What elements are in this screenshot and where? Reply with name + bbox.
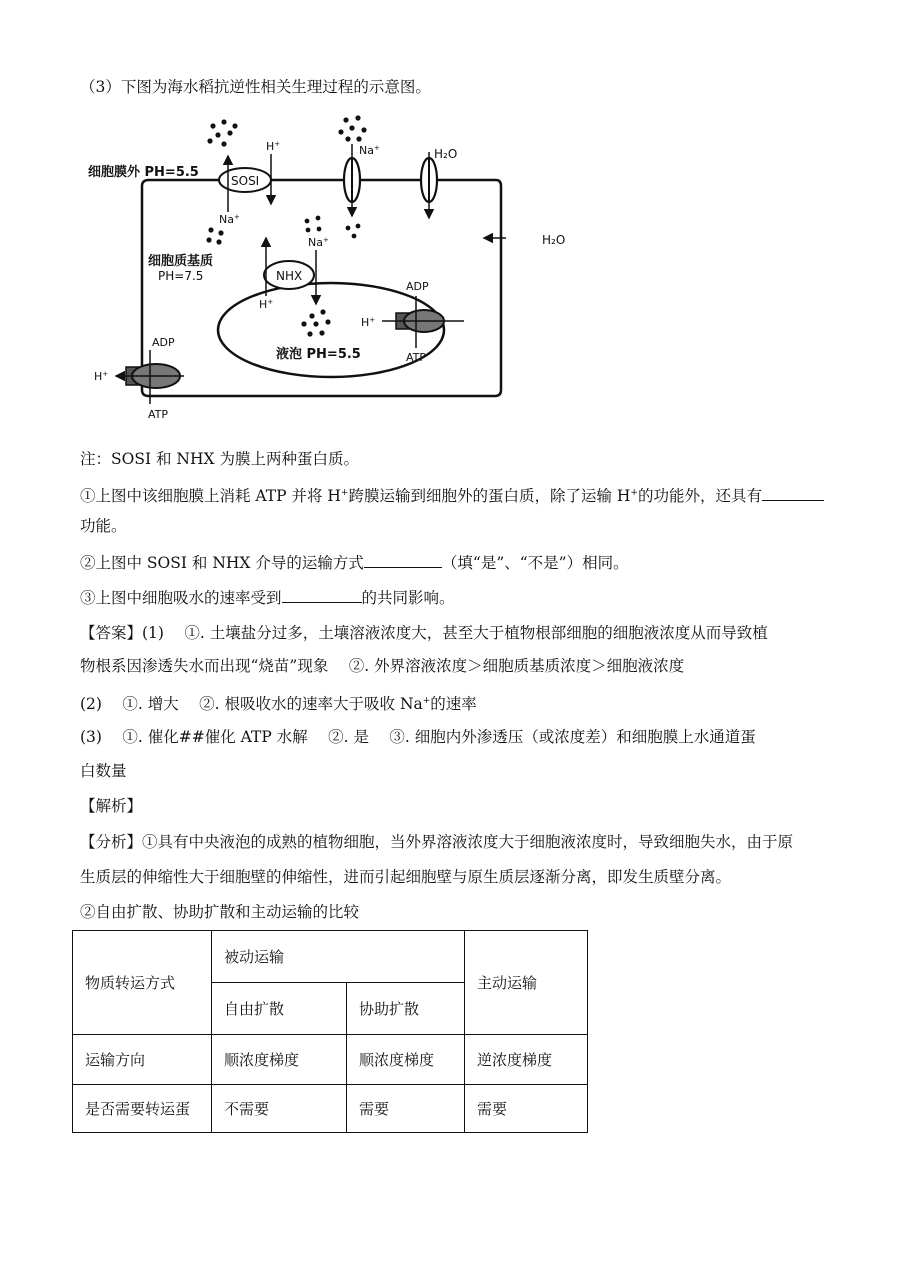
table-cell: 逆浓度梯度 <box>465 1035 588 1085</box>
question-intro: （3）下图为海水稻抗逆性相关生理过程的示意图。 <box>80 78 431 96</box>
table-header-free: 自由扩散 <box>212 983 347 1035</box>
answer-blank-1[interactable] <box>762 484 824 501</box>
h-label-vacuole: H+ <box>361 316 376 329</box>
h-label-nhx: H+ <box>259 298 274 311</box>
answer-1-cont: 物根系因渗透失水而出现“烧苗”现象 ②. 外界溶液浓度＞细胞质基质浓度＞细胞液浓度 <box>80 657 685 675</box>
table-cell: 顺浓度梯度 <box>212 1035 347 1085</box>
na-dots-vacuole <box>301 309 330 336</box>
answer-2: (2) ①. 增大 ②. 根吸收水的速率大于吸收 Na+的速率 <box>80 695 477 714</box>
table-cell: 顺浓度梯度 <box>347 1035 465 1085</box>
table-cell: 需要 <box>465 1085 588 1133</box>
na-dots-outside-2 <box>338 115 366 141</box>
table-header-method: 物质转运方式 <box>73 931 212 1035</box>
answer-3-cont: 白数量 <box>80 762 127 780</box>
na-dots-cyto-2 <box>346 224 361 239</box>
adp-label-membrane: ADP <box>152 336 175 349</box>
na-dots-cyto-1 <box>206 227 223 244</box>
table-cell: 是否需要转运蛋 <box>73 1085 212 1133</box>
answer-blank-2[interactable] <box>364 551 442 568</box>
atp-label-membrane: ATP <box>148 408 169 421</box>
table-cell: 需要 <box>347 1085 465 1133</box>
answer-blank-3[interactable] <box>282 586 362 603</box>
table-header-facil: 协助扩散 <box>347 983 465 1035</box>
na-dots-outside-1 <box>207 119 237 146</box>
sosi-label: SOSI <box>231 174 260 188</box>
adp-label-vacuole: ADP <box>406 280 429 293</box>
note: 注：SOSI 和 NHX 为膜上两种蛋白质。 <box>80 450 359 468</box>
cell-diagram <box>86 108 506 428</box>
h2o-label-top: H₂O <box>434 147 458 161</box>
analysis-line-3: ②自由扩散、协助扩散和主动运输的比较 <box>80 903 360 921</box>
cytoplasm-ph: PH=7.5 <box>158 269 204 283</box>
cell-membrane <box>142 180 501 396</box>
na-label-sosi: Na+ <box>219 213 240 226</box>
question-2: ②上图中 SOSI 和 NHX 介导的运输方式 （填“是”、“不是”）相同。 <box>80 551 629 574</box>
analysis-line-2: 生质层的伸缩性大于细胞壁的伸缩性，进而引起细胞壁与原生质层逐渐分离，即发生质壁分离。 <box>80 868 732 886</box>
question-1-cont: 功能。 <box>80 517 127 535</box>
answer-1: 【答案】(1) ①. 土壤盐分过多，土壤溶液浓度大，甚至大于植物根部细胞的细胞液浓度从而导致植 <box>80 624 768 642</box>
question-3: ③上图中细胞吸水的速率受到 的共同影响。 <box>80 586 455 609</box>
table-cell: 运输方向 <box>73 1035 212 1085</box>
na-label-nhx: Na+ <box>308 236 329 249</box>
na-label-channel: Na+ <box>359 144 380 157</box>
atp-label-vacuole: ATP <box>406 351 427 364</box>
vacuole-label: 液泡 PH=5.5 <box>276 347 361 362</box>
table-row <box>73 1085 588 1133</box>
h2o-label-side: H₂O <box>542 233 566 247</box>
na-dots-cyto-3 <box>305 216 322 233</box>
nhx-label: NHX <box>276 269 303 283</box>
comparison-table <box>72 930 588 1133</box>
table-header-active: 主动运输 <box>465 931 588 1035</box>
h-label-sosi: H+ <box>266 140 281 153</box>
table-header-passive: 被动运输 <box>212 931 465 983</box>
h-label-membrane: H+ <box>94 370 109 383</box>
outside-label: 细胞膜外 PH=5.5 <box>88 165 199 180</box>
cytoplasm-label: 细胞质基质 <box>148 254 214 269</box>
table-cell: 不需要 <box>212 1085 347 1133</box>
answer-3: (3) ①. 催化##催化 ATP 水解 ②. 是 ③. 细胞内外渗透压（或浓度差）和细胞膜上水通道蛋 <box>80 728 756 746</box>
analysis-line-1: 【分析】①具有中央液泡的成熟的植物细胞，当外界溶液浓度大于细胞液浓度时，导致细胞失水，由于原 <box>80 833 794 851</box>
question-1: ①上图中该细胞膜上消耗 ATP 并将 H+跨膜运输到细胞外的蛋白质，除了运输 H+的功能外，还具有 <box>80 482 824 507</box>
jiexi-heading: 【解析】 <box>80 797 143 815</box>
table-row <box>73 1035 588 1085</box>
